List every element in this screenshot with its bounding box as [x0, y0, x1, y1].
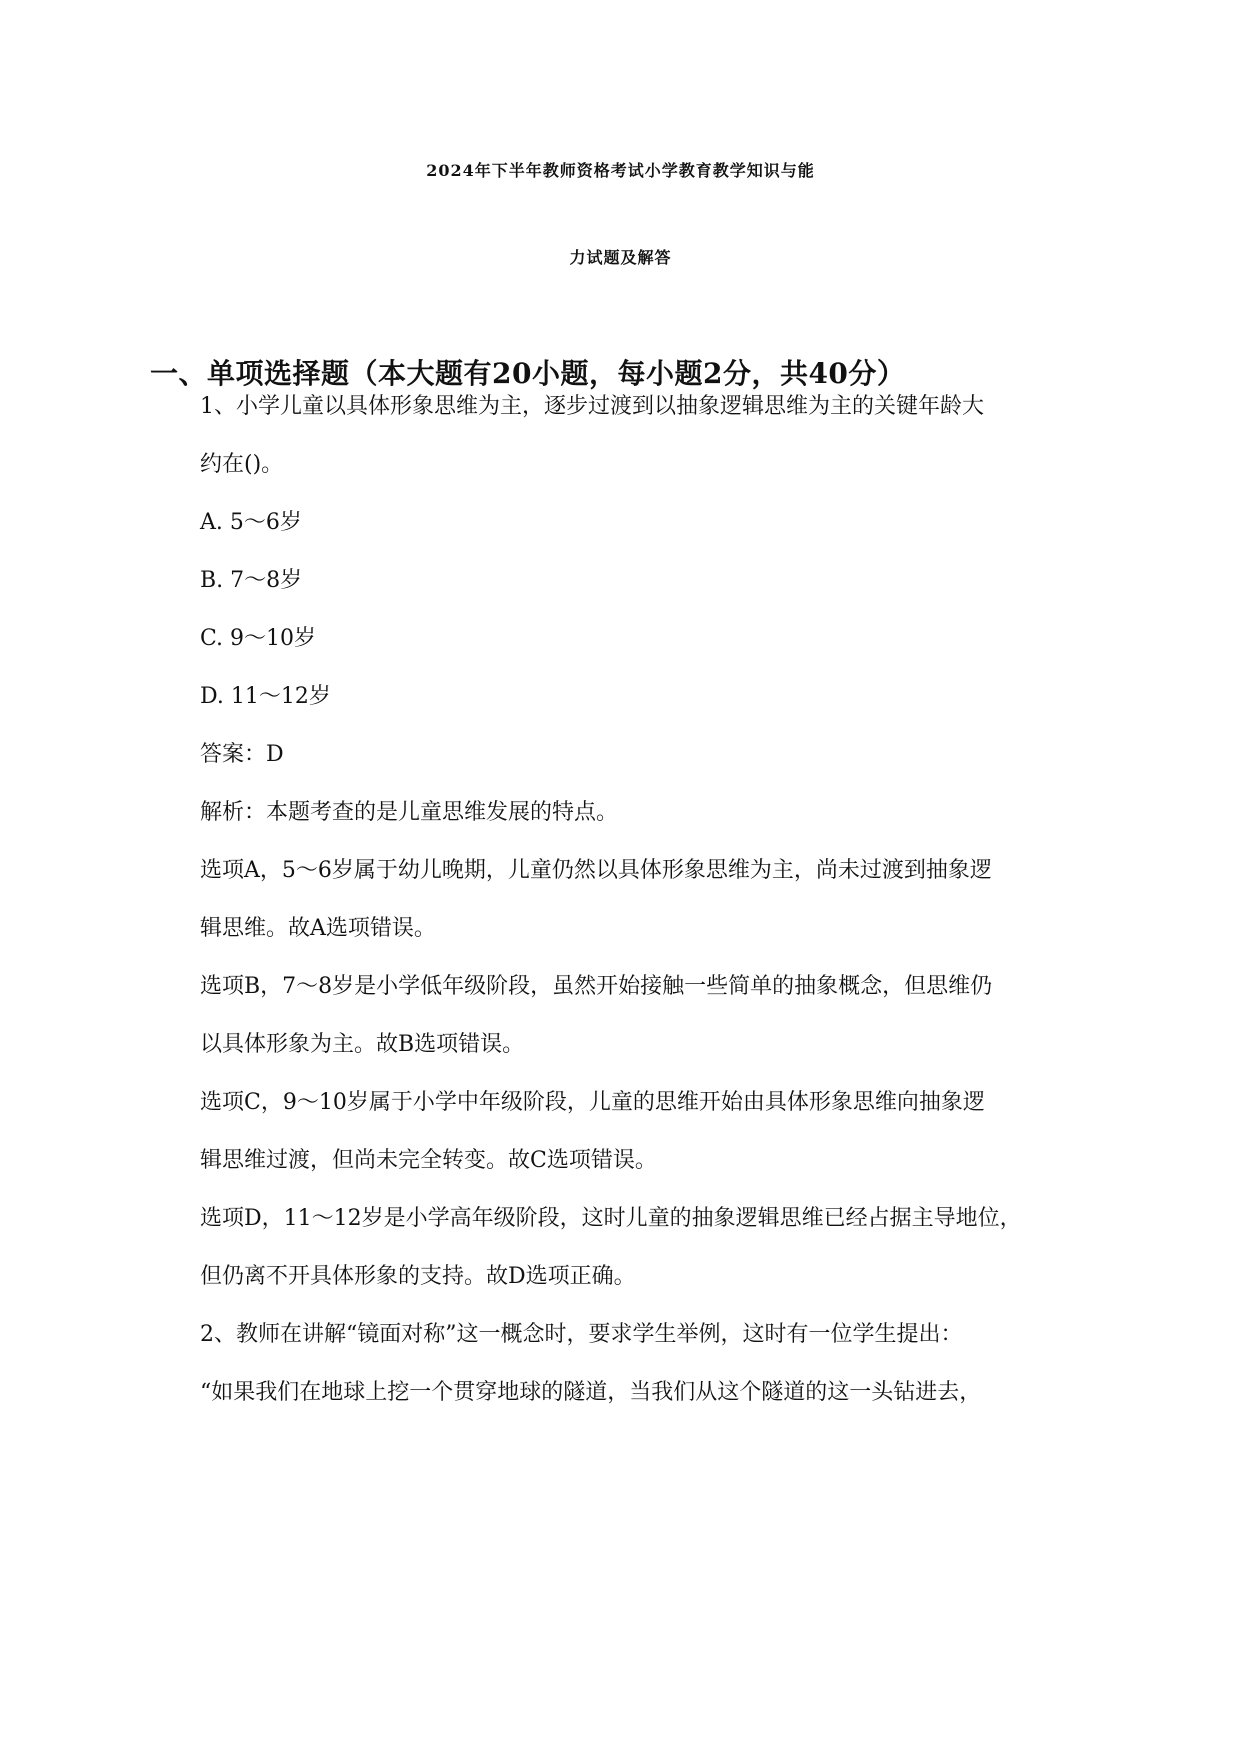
question-1-explain-a-line-1: 选项A，5～6岁属于幼儿晚期，儿童仍然以具体形象思维为主，尚未过渡到抽象逻	[200, 858, 992, 883]
section-heading: 一、单项选择题（本大题有20小题，每小题2分，共40分）	[150, 357, 906, 390]
question-1-stem-line-2: 约在()。	[200, 452, 284, 477]
question-1-answer: 答案：D	[200, 742, 284, 767]
question-1-option-c: C. 9～10岁	[200, 626, 317, 651]
document-title-line-1: 2024年下半年教师资格考试小学教育教学知识与能	[426, 161, 815, 180]
question-1-stem-line-1: 1、小学儿童以具体形象思维为主，逐步过渡到以抽象逻辑思维为主的关键年龄大	[200, 394, 984, 419]
question-1-explain-d-line-1: 选项D，11～12岁是小学高年级阶段，这时儿童的抽象逻辑思维已经占据主导地位，	[200, 1206, 1022, 1231]
question-1-explain-d-line-2: 但仍离不开具体形象的支持。故D选项正确。	[200, 1264, 636, 1289]
question-1-explain-a-line-2: 辑思维。故A选项错误。	[200, 916, 436, 941]
question-1-explain-c-line-2: 辑思维过渡，但尚未完全转变。故C选项错误。	[200, 1148, 657, 1173]
question-1-option-d: D. 11～12岁	[200, 684, 331, 709]
question-1-explain-b-line-2: 以具体形象为主。故B选项错误。	[200, 1032, 525, 1057]
question-1-explain-c-line-1: 选项C，9～10岁属于小学中年级阶段，儿童的思维开始由具体形象思维向抽象逻	[200, 1090, 985, 1115]
document-title-line-2: 力试题及解答	[569, 248, 672, 267]
question-2-stem-line-2: “如果我们在地球上挖一个贯穿地球的隧道，当我们从这个隧道的这一头钻进去，	[200, 1380, 982, 1405]
question-2-stem-line-1: 2、教师在讲解“镜面对称”这一概念时，要求学生举例，这时有一位学生提出：	[200, 1322, 963, 1347]
question-1-option-a: A. 5～6岁	[200, 510, 302, 535]
question-1-explain-b-line-1: 选项B，7～8岁是小学低年级阶段，虽然开始接触一些简单的抽象概念，但思维仍	[200, 974, 993, 999]
question-1-option-b: B. 7～8岁	[200, 568, 303, 593]
question-1-analysis-intro: 解析：本题考查的是儿童思维发展的特点。	[200, 800, 619, 825]
